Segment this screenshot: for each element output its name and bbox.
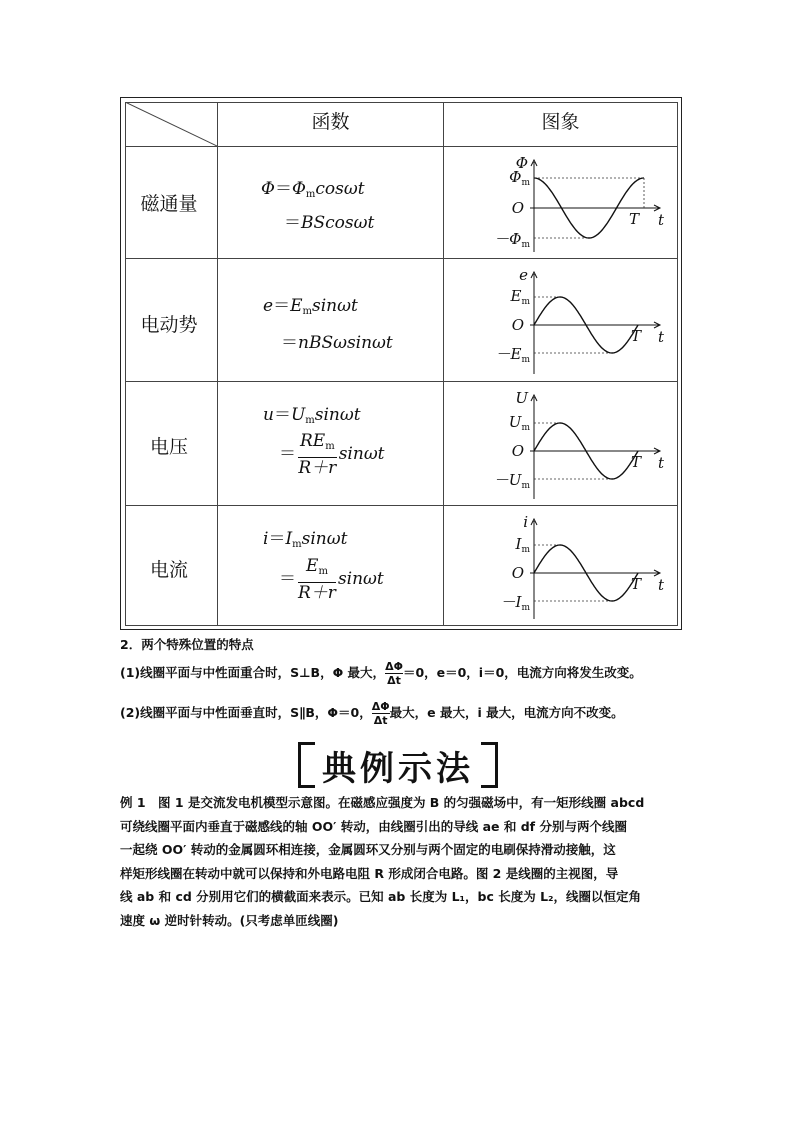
formula-current-line2: ＝ $\frac{E_m}{R+r}$ sinωt [279, 556, 384, 603]
fraction-RE-over-Rr: $\frac{RE_m}{R+r}$ [298, 431, 337, 478]
row-divider-header [125, 146, 677, 147]
period-label: T [628, 210, 640, 228]
example-1-paragraph [120, 791, 676, 933]
col-divider-1 [217, 102, 218, 625]
example-line: 例 1 图 1 是交流发电机模型示意图。在磁感应强度为 B 的匀强磁场中，有一矩形线圈 abcd [120, 795, 645, 810]
x-axis-label: t [657, 328, 664, 346]
row-divider-1 [125, 258, 677, 259]
y-max-label: $E_m$ [510, 287, 530, 307]
formula-voltage-line1: $u=U_m\sin\omega t$ [263, 405, 361, 426]
header-function: 函数 [311, 111, 350, 133]
formula-current-line1: $i=I_m\sin\omega t$ [263, 529, 348, 550]
table-inner-bottom [125, 625, 678, 626]
ac-function-table [120, 97, 682, 630]
graph-current-sine [476, 515, 676, 623]
example-line: 一起绕 OO′ 转动的金属圆环相连接，金属圆环又分别与两个固定的电刷保持滑动接触，这 [120, 842, 616, 858]
row-label-emf: 电动势 [140, 314, 198, 336]
section2-item1: (1)线圈平面与中性面重合时，S⊥B，Φ 最大， $\frac{\Delta\Phi}{\Delta t}$ ＝0，e＝0，i＝0，电流方向将发生改变。 [120, 660, 642, 687]
formula-emf-line2: ＝nBSωsinωt [281, 333, 393, 353]
example-line: 可绕线圈平面内垂直于磁感线的轴 OO′ 转动，由线圈引出的导线 ae 和 df 分别与两个线圈 [120, 818, 627, 834]
row-divider-2 [125, 381, 677, 382]
row-label-voltage: 电压 [149, 436, 188, 458]
origin-label: O [511, 564, 524, 582]
graph-voltage-sine [476, 391, 676, 503]
graph-emf-sine [476, 268, 676, 378]
section2-heading: 2．两个特殊位置的特点 [120, 637, 254, 652]
col-divider-2 [443, 102, 444, 625]
y-max-label: $\Phi_m$ [509, 168, 530, 188]
example-line: 样矩形线圈在转动中就可以保持和外电路电阻 R 形成闭合电路。图 2 是线圈的主视图，导 [120, 865, 619, 881]
x-axis-label: t [657, 211, 664, 229]
formula-emf-line1: $e=E_m\sin\omega t$ [263, 296, 358, 317]
period-label: T [630, 327, 642, 345]
delta-phi-over-delta-t-2: $\frac{\Delta\Phi}{\Delta t}$ [371, 700, 390, 727]
y-min-label: $-U_m$ [493, 471, 530, 491]
period-label: T [630, 575, 642, 593]
row-label-flux: 磁通量 [140, 193, 198, 215]
row-divider-3 [125, 505, 677, 506]
origin-label: O [511, 316, 524, 334]
diagonal-header-cell [125, 102, 217, 146]
example-banner [298, 739, 498, 787]
period-label: T [630, 453, 642, 471]
fraction-Em-over-Rr: $\frac{E_m}{R+r}$ [298, 556, 336, 603]
formula-flux-line2: ＝BScosωt [284, 213, 375, 233]
example-line: 线 ab 和 cd 分别用它们的横截面来表示。已知 ab 长度为 L₁，bc 长度为 L₂，线圈以恒定角 [120, 889, 642, 905]
delta-phi-over-delta-t-1: $\frac{\Delta\Phi}{\Delta t}$ [385, 660, 403, 687]
y-axis-label: e [519, 268, 528, 284]
y-axis-label: U [515, 391, 528, 407]
table-inner-left [125, 102, 126, 625]
section2-item2: (2)线圈平面与中性面垂直时，S∥B，Φ＝0， $\frac{\Delta\Phi}{\Delta t}$ 最大，e 最大，i 最大，电流方向不改变。 [120, 700, 624, 727]
y-axis-label: i [523, 515, 528, 531]
origin-label: O [511, 199, 524, 217]
y-max-label: $U_m$ [508, 413, 530, 433]
banner-title: 典例示法 [322, 749, 474, 789]
example-line: 速度 ω 逆时针转动。(只考虑单匝线圈) [120, 912, 339, 928]
graph-flux-cosine [476, 156, 676, 256]
x-axis-label: t [657, 576, 664, 594]
header-graph: 图象 [541, 111, 580, 133]
formula-voltage-line2: ＝ $\frac{RE_m}{R+r}$ sinωt [279, 431, 385, 478]
origin-label: O [511, 442, 524, 460]
x-axis-label: t [657, 454, 664, 472]
y-axis-label: Φ [515, 156, 528, 172]
y-min-label: $-\Phi_m$ [494, 230, 530, 250]
row-label-current: 电流 [149, 559, 188, 581]
y-min-label: $-E_m$ [495, 345, 530, 365]
y-min-label: $-I_m$ [500, 593, 530, 613]
table-inner-right [677, 102, 678, 625]
formula-flux-line1: $\Phi=\Phi_m\cos\omega t$ [261, 179, 365, 200]
y-max-label: $I_m$ [515, 535, 530, 555]
